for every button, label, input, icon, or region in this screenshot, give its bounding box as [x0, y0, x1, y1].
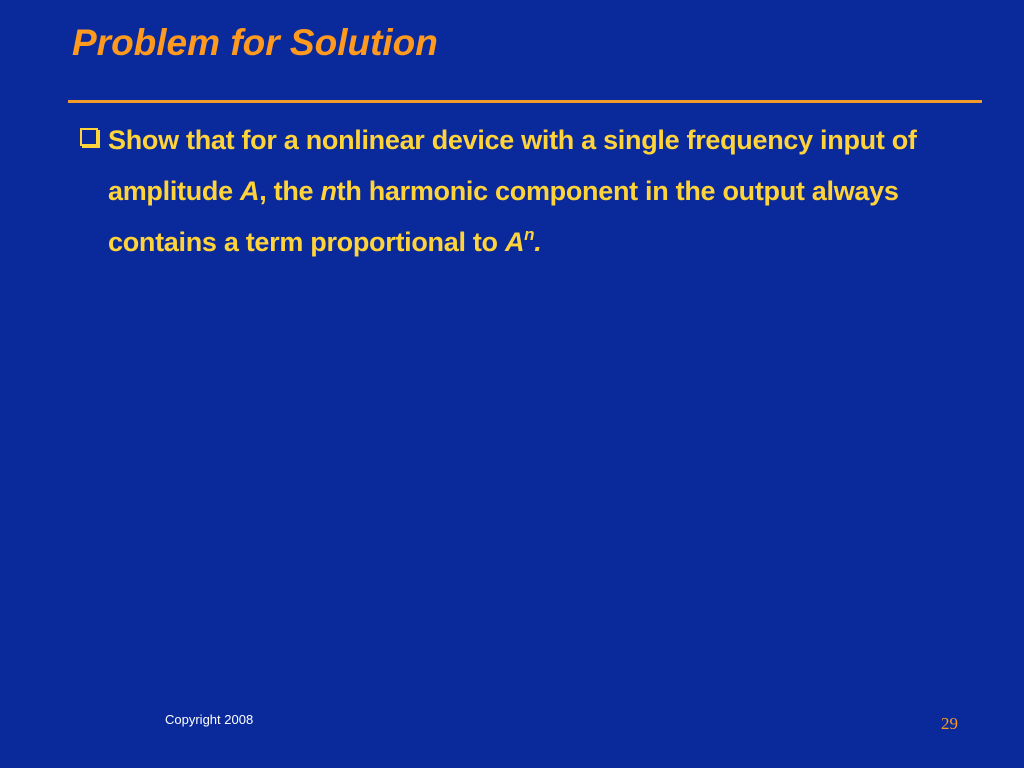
amplitude-symbol: A [240, 176, 260, 206]
title-divider [68, 100, 982, 103]
bullet-item [80, 115, 960, 268]
copyright-footer: Copyright 2008 [165, 712, 254, 727]
final-punctuation: . [534, 227, 542, 257]
bullet-text [108, 115, 960, 268]
slide-title: Problem for Solution [72, 22, 438, 63]
final-amplitude-symbol: A [504, 227, 525, 257]
bullet-text-part-3: th harmonic component in the output always contains a term proportional to [108, 176, 899, 257]
bullet-text-part-2: , the [259, 176, 321, 206]
final-exponent: n [524, 225, 535, 244]
n-symbol: n [320, 176, 337, 206]
bullet-text-part-1: Show that for a nonlinear device with a single frequency input of amplitude [108, 125, 917, 206]
page-number: 29 [941, 714, 958, 733]
checkbox-bullet-icon [80, 128, 98, 146]
